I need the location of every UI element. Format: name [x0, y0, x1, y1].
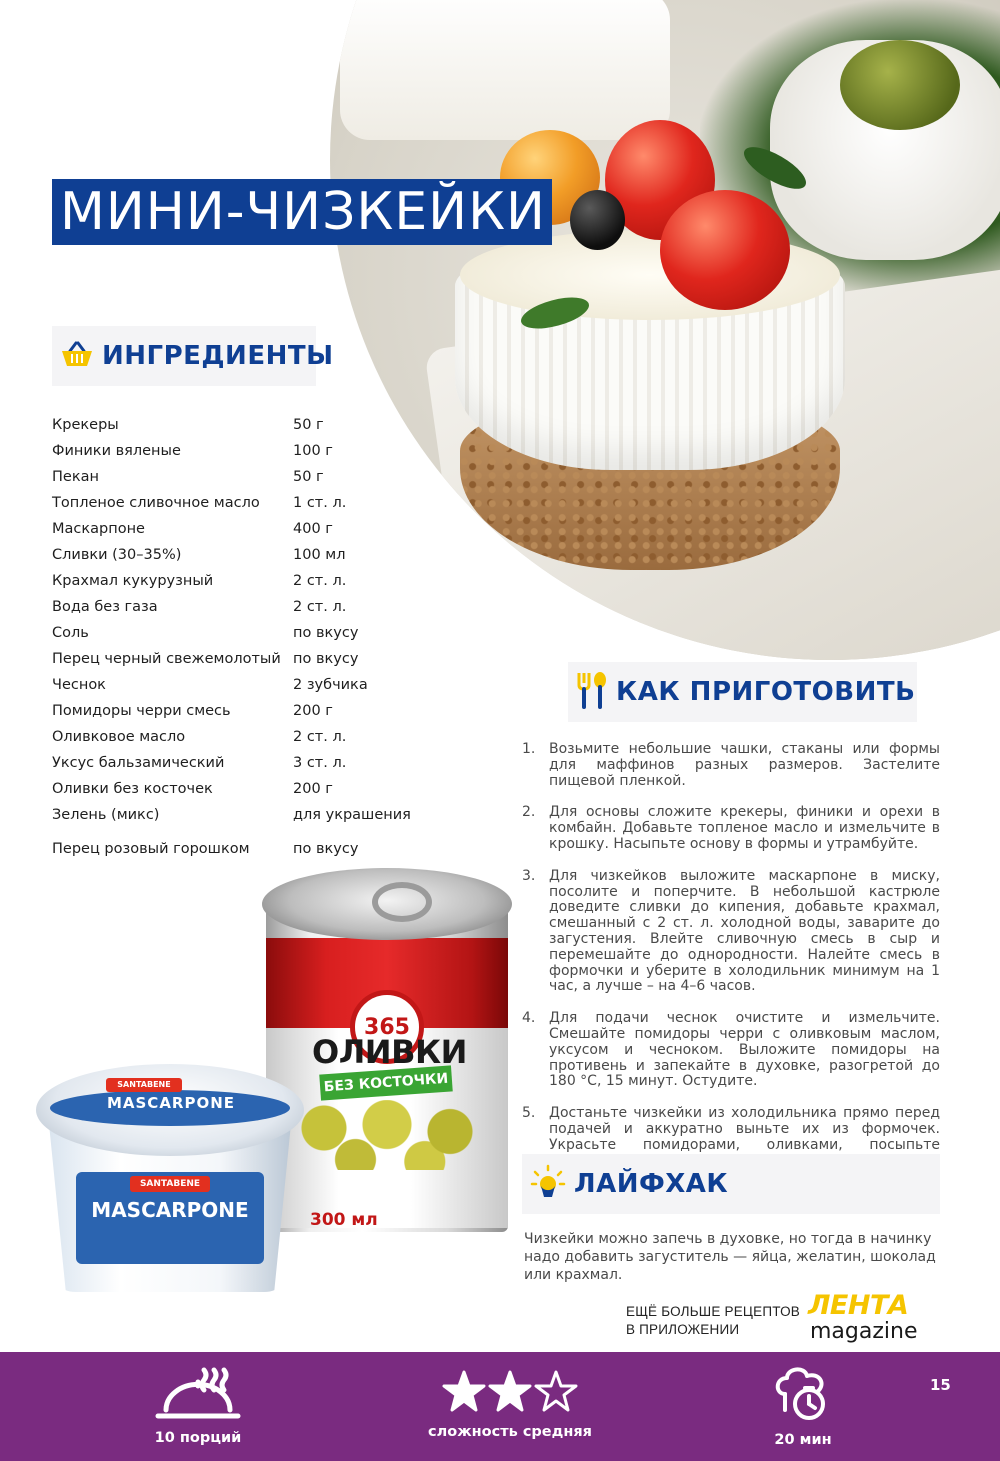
lightbulb-icon: [530, 1164, 566, 1204]
chef-timer-icon: [771, 1409, 835, 1428]
servings-label: 10 порций: [154, 1430, 242, 1446]
ingredient-name: Финики вяленые: [52, 443, 181, 459]
ingredient-name: Уксус бальзамический: [52, 755, 225, 771]
ingredient-qty: 2 ст. л.: [293, 599, 347, 615]
ingredient-row: [52, 698, 452, 724]
star-icon-filled: [490, 1372, 530, 1410]
ingredient-row: [52, 802, 452, 828]
ingredients-header: [52, 326, 334, 386]
ingredient-qty: по вкусу: [293, 625, 359, 641]
step-item: [522, 805, 940, 852]
ingredient-qty: 200 г: [293, 703, 333, 719]
ingredient-qty: 2 ст. л.: [293, 729, 347, 745]
ingredient-row: [52, 724, 452, 750]
ingredient-qty: 2 ст. л.: [293, 573, 347, 589]
app-promo-text: [626, 1303, 800, 1339]
ingredient-row: [52, 750, 452, 776]
tub-lid-maker: SANTABENE: [106, 1078, 182, 1092]
ingredient-name: Маскарпоне: [52, 521, 145, 537]
ingredient-row: [52, 438, 452, 464]
lifehack-header: [522, 1154, 940, 1214]
mascarpone-tub-image: [36, 1064, 304, 1296]
ingredient-name: Крекеры: [52, 417, 119, 433]
ingredient-qty: 100 мл: [293, 547, 346, 563]
ingredient-name: Перец черный свежемолотый: [52, 651, 281, 667]
page-number: 15: [930, 1376, 951, 1394]
ingredient-qty: 1 ст. л.: [293, 495, 347, 511]
ingredient-qty: 3 ст. л.: [293, 755, 347, 771]
logo-top: ЛЕНТА: [808, 1290, 909, 1321]
ingredient-qty: 400 г: [293, 521, 333, 537]
step-item: [522, 1011, 940, 1090]
servings-info: [148, 1364, 248, 1446]
tub-brand: MASCARPONE: [91, 1198, 249, 1222]
difficulty-stars: [440, 1401, 580, 1420]
promo-line-2: В ПРИЛОЖЕНИИ: [626, 1322, 740, 1337]
lenta-magazine-logo: [808, 1292, 920, 1344]
step-item: [522, 742, 940, 789]
ingredient-row: [52, 836, 452, 862]
how-to-cook-header: [568, 662, 917, 722]
lifehack-text: Чизкейки можно запечь в духовке, но тогда в начинку надо добавить загуститель — яйца, желатин, шоколад или крахмал.: [524, 1231, 936, 1283]
can-brand: ОЛИВКИ: [312, 1033, 467, 1071]
ingredient-name: Пекан: [52, 469, 99, 485]
ingredients-title: ИНГРЕДИЕНТЫ: [102, 341, 334, 371]
step-item: [522, 869, 940, 995]
step-text: Для основы сложите крекеры, финики и орехи в комбайн. Добавьте топленое масло и измельчите в крошку. Насыпьте основу в формы и утрамбуйте.: [549, 804, 940, 852]
ingredient-name: Крахмал кукурузный: [52, 573, 214, 589]
ingredient-qty: 200 г: [293, 781, 333, 797]
ingredient-row: [52, 646, 452, 672]
promo-line-1: ЕЩЁ БОЛЬШЕ РЕЦЕПТОВ: [626, 1304, 800, 1319]
steps-list: [522, 742, 940, 1185]
time-info: [758, 1364, 848, 1448]
page-title-text: МИНИ-ЧИЗКЕЙКИ: [60, 182, 546, 242]
ingredient-name: Помидоры черри смесь: [52, 703, 231, 719]
logo-bottom: magazine: [810, 1319, 918, 1344]
ingredient-name: Топленое сливочное масло: [52, 495, 260, 511]
step-number: 1.: [522, 741, 536, 757]
how-to-cook-title: КАК ПРИГОТОВИТЬ: [616, 677, 916, 707]
ingredient-qty: для украшения: [293, 807, 411, 823]
can-logo-text: 365: [364, 1014, 410, 1040]
ingredient-qty: 2 зубчика: [293, 677, 368, 693]
ingredient-name: Вода без газа: [52, 599, 158, 615]
step-text: Для чизкейков выложите маскарпоне в миску, посолите и поперчите. В небольшой кастрюле доведите сливки до кипения, добавьте крахмал, смешанный с 2 ст. л. холодной воды, заварите до загустения. Влейте сливочную смесь в сыр и перемешайте до однородности. Налейте смесь в формочки и уберите в холодильник минимум на 1 час, а лучше – на 4–6 часов.: [549, 867, 940, 995]
step-text: Возьмите небольшие чашки, стаканы или формы для маффинов разных размеров. Застелите пищевой пленкой.: [549, 741, 940, 789]
step-text: Для подачи чеснок очистите и измельчите. Смешайте помидоры черри с оливковым маслом, уксусом и чесноком. Выложите помидоры на противень и запекайте в духовке, разогретой до 180 °C, 15 минут. Остудите.: [549, 1010, 940, 1090]
ingredients-list: [52, 412, 452, 862]
ingredient-name: Чеснок: [52, 677, 106, 693]
step-number: 2.: [522, 804, 536, 821]
step-number: 5.: [522, 1105, 536, 1122]
time-label: 20 мин: [774, 1432, 832, 1448]
cloche-icon: [152, 1407, 244, 1426]
ingredient-name: Сливки (30–35%): [52, 547, 182, 563]
ingredient-row: [52, 620, 452, 646]
ingredient-row: [52, 542, 452, 568]
basket-icon: [60, 340, 94, 372]
ingredient-qty: по вкусу: [293, 841, 359, 857]
step-number: 3.: [522, 867, 536, 884]
difficulty-label: сложность средняя: [428, 1424, 592, 1440]
ingredient-row: [52, 568, 452, 594]
ingredient-qty: 50 г: [293, 469, 324, 485]
ingredient-row: [52, 672, 452, 698]
ingredient-row: [52, 594, 452, 620]
ingredient-row: [52, 516, 452, 542]
ingredient-name: Оливковое масло: [52, 729, 186, 745]
recipe-footer: [0, 1352, 1000, 1461]
ingredient-qty: по вкусу: [293, 651, 359, 667]
ingredient-name: Перец розовый горошком: [52, 841, 250, 857]
tub-maker: SANTABENE: [130, 1176, 210, 1192]
can-volume: 300 мл: [310, 1210, 378, 1230]
star-icon-filled: [444, 1372, 484, 1410]
difficulty-info: [420, 1368, 600, 1440]
can-brand-sub: БЕЗ КОСТОЧКИ: [319, 1065, 452, 1100]
lifehack-title: ЛАЙФХАК: [574, 1169, 729, 1199]
ingredient-row: [52, 776, 452, 802]
ingredient-row: [52, 412, 452, 438]
ingredient-name: Зелень (микс): [52, 807, 160, 823]
fork-spoon-icon: [576, 671, 608, 713]
ingredient-qty: 50 г: [293, 417, 324, 433]
ingredient-name: Соль: [52, 625, 89, 641]
star-icon-empty: [536, 1372, 576, 1410]
step-number: 4.: [522, 1010, 536, 1027]
ingredient-row: [52, 464, 452, 490]
ingredient-name: Оливки без косточек: [52, 781, 213, 797]
step-text: Достаньте чизкейки из холодильника прямо перед подачей и аккуратно выньте их из формочек. Украсьте помидорами, оливками, посыпьте: [549, 1105, 940, 1153]
ingredient-qty: 100 г: [293, 443, 333, 459]
page-title: [52, 179, 552, 245]
ingredient-row: [52, 490, 452, 516]
tub-lid-text: MASCARPONE: [106, 1094, 236, 1112]
